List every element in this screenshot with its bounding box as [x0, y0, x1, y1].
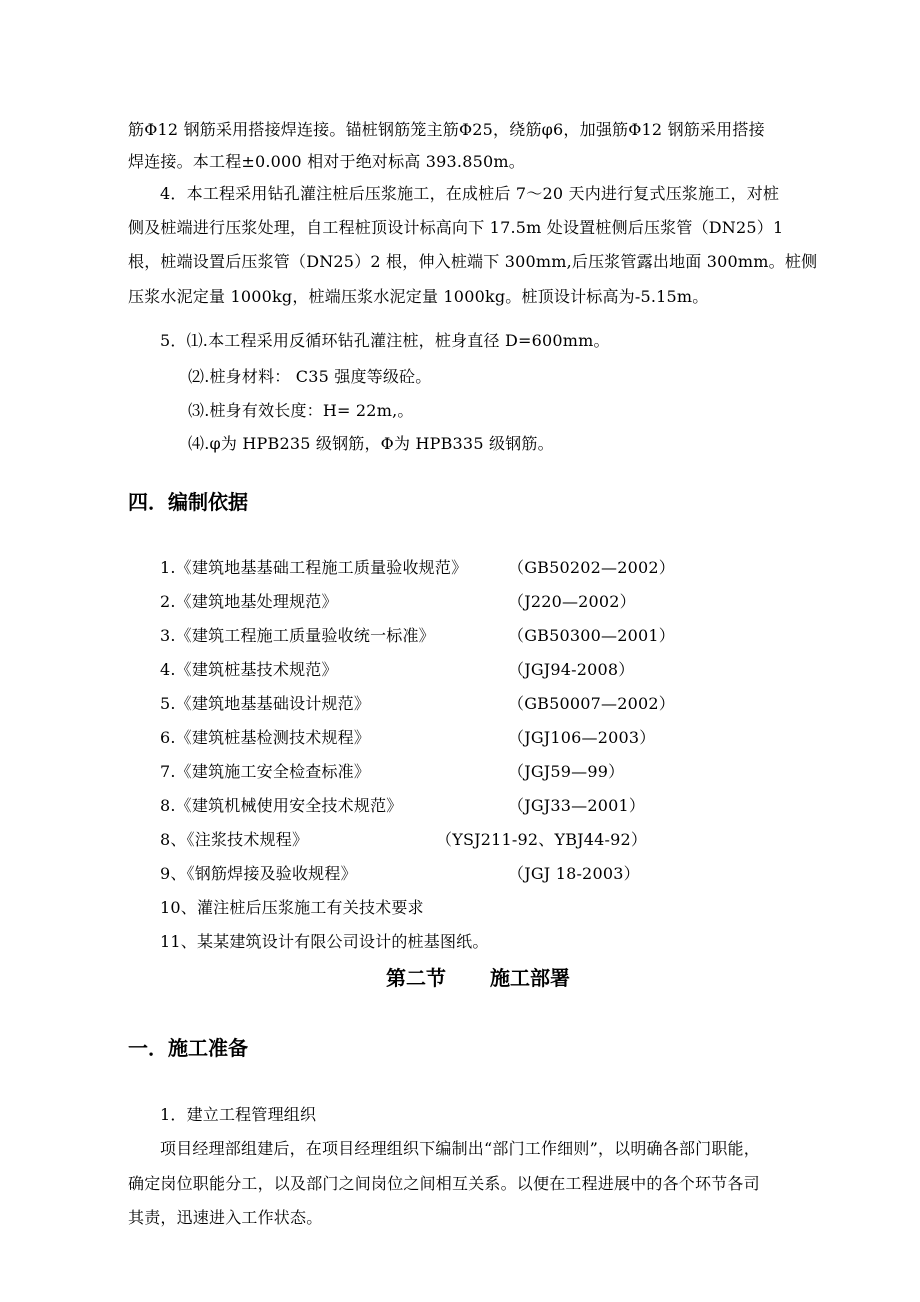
reference-code: （JGJ33—2001） [508, 796, 646, 815]
reference-code: （JGJ94-2008） [508, 660, 635, 679]
reference-code: （JGJ106—2003） [508, 728, 656, 747]
section-heading: 一．施工准备 [128, 1036, 248, 1060]
paragraph-line: 筋Φ12 钢筋采用搭接焊连接。锚桩钢筋笼主筋Φ25，绕筋φ6，加强筋Φ12 钢筋采用搭接 [128, 120, 765, 139]
item5-line: ⑶.桩身有效长度：H= 22m,。 [188, 401, 414, 420]
item5-line: ⑷.φ为 HPB235 级钢筋，Φ为 HPB335 级钢筋。 [188, 434, 554, 453]
reference-name: 5.《建筑地基基础设计规范》 [160, 694, 371, 713]
paragraph-line: 压浆水泥定量 1000kg，桩端压浆水泥定量 1000kg。桩顶设计标高为-5.15m。 [128, 287, 709, 306]
reference-code: （JGJ 18-2003） [508, 864, 640, 883]
reference-name: 3.《建筑工程施工质量验收统一标准》 [160, 626, 435, 645]
paragraph-line: 焊连接。本工程±0.000 相对于绝对标高 393.850m。 [128, 152, 525, 171]
paragraph-line: 侧及桩端进行压浆处理，自工程桩顶设计标高向下 17.5m 处设置桩侧后压浆管（DN25）1 [128, 218, 784, 237]
paragraph-line: 4．本工程采用钻孔灌注桩后压浆施工，在成桩后 7～20 天内进行复式压浆施工，对桩 [160, 184, 780, 203]
reference-name: 7.《建筑施工安全检查标准》 [160, 762, 371, 781]
reference-name: 8、《注浆技术规程》 [160, 830, 309, 849]
paragraph-line: 项目经理部组建后，在项目经理组织下编制出“部门工作细则”，以明确各部门职能， [160, 1139, 760, 1158]
item5-line: ⑵.桩身材料： C35 强度等级砼。 [188, 367, 432, 386]
reference-name: 4.《建筑桩基技术规范》 [160, 660, 338, 679]
paragraph-line: 其责，迅速进入工作状态。 [128, 1208, 323, 1227]
chapter-title-left: 第二节 [386, 966, 446, 990]
reference-code: （GB50300—2001） [508, 626, 675, 645]
paragraph-line: 根，桩端设置后压浆管（DN25）2 根，伸入桩端下 300mm,后压浆管露出地面 300mm。桩侧 [128, 252, 818, 271]
reference-code: （GB50202—2002） [508, 558, 675, 577]
reference-code: （JGJ59—99） [508, 762, 625, 781]
chapter-title-right: 施工部署 [490, 966, 570, 990]
reference-code: （J220—2002） [508, 592, 636, 611]
reference-name: 10、灌注桩后压浆施工有关技术要求 [160, 898, 424, 917]
reference-code: （YSJ211-92、YBJ44-92） [436, 830, 648, 849]
paragraph-line: 确定岗位职能分工，以及部门之间岗位之间相互关系。以便在工程进展中的各个环节各司 [128, 1174, 760, 1193]
reference-name: 2.《建筑地基处理规范》 [160, 592, 338, 611]
subsection-heading: 1．建立工程管理组织 [160, 1105, 317, 1124]
reference-name: 1.《建筑地基基础工程施工质量验收规范》 [160, 558, 468, 577]
reference-name: 9、《钢筋焊接及验收规程》 [160, 864, 357, 883]
reference-name: 11、某某建筑设计有限公司设计的桩基图纸。 [160, 932, 489, 951]
reference-code: （GB50007—2002） [508, 694, 675, 713]
item5-line: 5．⑴.本工程采用反循环钻孔灌注桩，桩身直径 D=600mm。 [160, 331, 610, 350]
reference-name: 6.《建筑桩基检测技术规程》 [160, 728, 371, 747]
section-heading: 四．编制依据 [128, 490, 248, 514]
reference-name: 8.《建筑机械使用安全技术规范》 [160, 796, 403, 815]
